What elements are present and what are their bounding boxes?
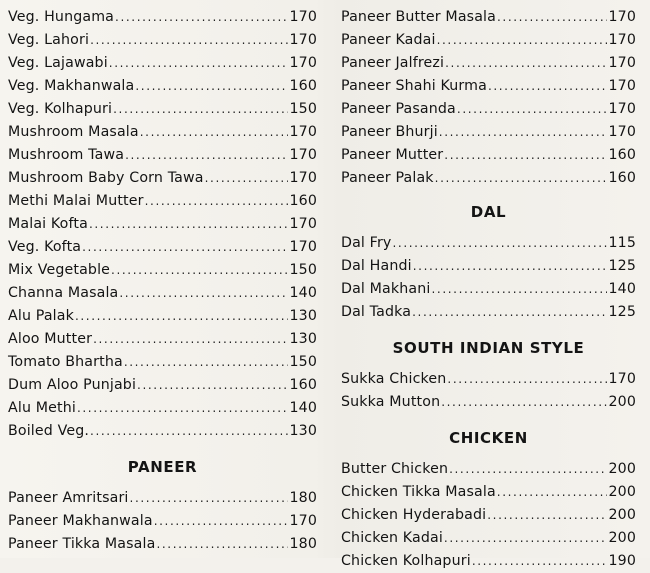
menu-item-price: 200: [608, 394, 636, 410]
dot-leader: [432, 278, 608, 301]
dot-leader: [441, 391, 607, 414]
dot-leader: [444, 527, 608, 550]
menu-item: [341, 527, 636, 550]
menu-item-name: Chicken Kadai: [341, 530, 443, 546]
menu-item-name: Tomato Bhartha: [8, 354, 123, 370]
menu-item-name: Alu Palak: [8, 308, 74, 324]
menu-item-price: 170: [608, 78, 636, 94]
menu-item-price: 170: [289, 32, 317, 48]
dot-leader: [124, 351, 289, 374]
menu-item-name: Alu Methi: [8, 400, 76, 416]
menu-item-price: 200: [608, 507, 636, 523]
menu-item-name: Chicken Kolhapuri: [341, 553, 471, 569]
menu-item-name: Paneer Kadai: [341, 32, 436, 48]
dot-leader: [90, 420, 288, 443]
menu-item-price: 170: [289, 170, 317, 186]
menu-item: [341, 121, 636, 144]
menu-item-name: Dal Fry: [341, 235, 392, 251]
menu-item-name: Boiled Veg.: [8, 423, 90, 439]
menu-item-name: Paneer Amritsari: [8, 490, 129, 506]
dot-leader: [449, 458, 607, 481]
menu-item: [341, 6, 636, 29]
dot-leader: [437, 29, 608, 52]
menu-item-name: Veg. Kofta: [8, 239, 82, 255]
menu-item-price: 170: [289, 216, 317, 232]
menu-item-name: Dal Handi: [341, 258, 412, 274]
dot-leader: [115, 6, 288, 29]
south-indian-item-list: [341, 368, 636, 414]
menu-item: [8, 259, 317, 282]
menu-item-price: 150: [289, 262, 317, 278]
menu-item-price: 140: [608, 281, 636, 297]
menu-item-price: 140: [289, 400, 317, 416]
menu-item-name: Dal Makhani: [341, 281, 431, 297]
menu-item-price: 170: [289, 239, 317, 255]
menu-item-name: Paneer Palak: [341, 170, 434, 186]
menu-item: [8, 75, 317, 98]
section-heading-chicken: CHICKEN: [449, 429, 528, 447]
section-heading-paneer: PANEER: [127, 458, 198, 476]
menu-item-price: 130: [289, 308, 317, 324]
menu-item: [341, 52, 636, 75]
dot-leader: [140, 121, 289, 144]
menu-item-name: Mushroom Tawa: [8, 147, 125, 163]
menu-item: [8, 213, 317, 236]
menu-item-price: 200: [608, 530, 636, 546]
dot-leader: [111, 259, 288, 282]
menu-item-price: 170: [608, 124, 636, 140]
menu-item-price: 170: [608, 101, 636, 117]
section-heading-south-indian: SOUTH INDIAN STYLE: [392, 339, 585, 357]
menu-item: [8, 282, 317, 305]
dot-leader: [109, 52, 289, 75]
menu-item: [8, 190, 317, 213]
dot-leader: [82, 236, 288, 259]
menu-item-name: Paneer Butter Masala: [341, 9, 496, 25]
menu-item-name: Mushroom Baby Corn Tawa: [8, 170, 204, 186]
dot-leader: [145, 190, 289, 213]
dot-leader: [439, 121, 608, 144]
menu-item-price: 170: [608, 371, 636, 387]
menu-item-price: 200: [608, 461, 636, 477]
menu-item-price: 180: [289, 536, 317, 552]
menu-item: [341, 232, 636, 255]
menu-item-name: Methi Malai Mutter: [8, 193, 144, 209]
paneer-item-list: [8, 487, 317, 556]
dot-leader: [125, 144, 288, 167]
dot-leader: [130, 487, 289, 510]
dot-leader: [497, 481, 608, 504]
menu-item: [8, 167, 317, 190]
menu-item-name: Paneer Bhurji: [341, 124, 438, 140]
menu-item: [341, 255, 636, 278]
menu-item-name: Aloo Mutter: [8, 331, 93, 347]
dot-leader: [135, 75, 288, 98]
menu-item: [341, 391, 636, 414]
menu-item: [8, 305, 317, 328]
dot-leader: [113, 98, 288, 121]
menu-item-name: Sukka Chicken: [341, 371, 447, 387]
menu-item: [341, 481, 636, 504]
menu-item-name: Paneer Shahi Kurma: [341, 78, 487, 94]
menu-item-name: Paneer Mutter: [341, 147, 444, 163]
menu-item-name: Mix Vegetable: [8, 262, 111, 278]
menu-item-name: Paneer Jalfrezi: [341, 55, 445, 71]
menu-item: [8, 98, 317, 121]
menu-item-price: 170: [289, 513, 317, 529]
menu-item-price: 130: [289, 331, 317, 347]
menu-item-name: Malai Kofta: [8, 216, 88, 232]
menu-item-price: 150: [289, 354, 317, 370]
chicken-item-list: [341, 458, 636, 573]
menu-item: [8, 374, 317, 397]
menu-item: [341, 144, 636, 167]
menu-column-right: [341, 6, 636, 573]
dot-leader: [75, 305, 289, 328]
menu-item: [341, 301, 636, 324]
paneer-item-list-continued: [341, 6, 636, 190]
menu-column-left: [8, 6, 317, 556]
menu-item-name: Mushroom Masala: [8, 124, 139, 140]
menu-item-name: Paneer Pasanda: [341, 101, 456, 117]
menu-item: [341, 98, 636, 121]
menu-item: [8, 121, 317, 144]
menu-item-name: Veg. Kolhapuri: [8, 101, 113, 117]
dot-leader: [392, 232, 607, 255]
dot-leader: [89, 213, 289, 236]
dot-leader: [412, 301, 607, 324]
dot-leader: [205, 167, 289, 190]
menu-item-name: Veg. Lahori: [8, 32, 90, 48]
menu-item: [341, 458, 636, 481]
menu-item-name: Chicken Hyderabadi: [341, 507, 487, 523]
menu-item-price: 150: [289, 101, 317, 117]
dot-leader: [156, 533, 288, 556]
dot-leader: [444, 144, 607, 167]
dot-leader: [137, 374, 288, 397]
menu-item: [8, 29, 317, 52]
dot-leader: [497, 6, 607, 29]
menu-item: [8, 236, 317, 259]
menu-item: [341, 75, 636, 98]
menu-item-price: 170: [289, 147, 317, 163]
menu-item-price: 160: [608, 147, 636, 163]
menu-item-price: 125: [608, 304, 636, 320]
menu-item: [8, 510, 317, 533]
menu-item-name: Veg. Lajawabi: [8, 55, 108, 71]
menu-item-price: 170: [608, 55, 636, 71]
menu-item-price: 115: [608, 235, 636, 251]
dot-leader: [93, 328, 288, 351]
dot-leader: [488, 75, 608, 98]
menu-item-price: 170: [608, 9, 636, 25]
dot-leader: [119, 282, 288, 305]
menu-item-price: 140: [289, 285, 317, 301]
menu-item-name: Dum Aloo Punjabi: [8, 377, 137, 393]
dal-item-list: [341, 232, 636, 324]
menu-item-price: 160: [289, 193, 317, 209]
menu-item: [341, 278, 636, 301]
menu-item-price: 160: [608, 170, 636, 186]
menu-item-name: Channa Masala: [8, 285, 119, 301]
menu-item-name: Chicken Tikka Masala: [341, 484, 496, 500]
section-heading-dal: DAL: [470, 203, 507, 221]
menu-item-price: 170: [289, 9, 317, 25]
dot-leader: [413, 255, 608, 278]
dot-leader: [90, 29, 288, 52]
dot-leader: [447, 368, 607, 391]
menu-item: [8, 351, 317, 374]
dot-leader: [487, 504, 607, 527]
menu-item: [8, 328, 317, 351]
dot-leader: [77, 397, 289, 420]
menu-item: [8, 6, 317, 29]
dot-leader: [445, 52, 607, 75]
menu-item-price: 180: [289, 490, 317, 506]
menu-item-name: Veg. Hungama: [8, 9, 115, 25]
menu-item-name: Paneer Tikka Masala: [8, 536, 156, 552]
menu-item-name: Dal Tadka: [341, 304, 412, 320]
menu-item: [341, 504, 636, 527]
menu-item: [8, 397, 317, 420]
menu-item-price: 160: [289, 377, 317, 393]
dot-leader: [472, 550, 608, 573]
dot-leader: [457, 98, 608, 121]
menu-item: [8, 420, 317, 443]
menu-item: [341, 167, 636, 190]
menu-item: [341, 550, 636, 573]
dot-leader: [154, 510, 289, 533]
menu-item-name: Butter Chicken: [341, 461, 449, 477]
dot-leader: [435, 167, 608, 190]
menu-item-price: 130: [289, 423, 317, 439]
menu-item: [8, 52, 317, 75]
menu-item-name: Veg. Makhanwala: [8, 78, 135, 94]
menu-item-price: 170: [289, 55, 317, 71]
menu-item-price: 170: [289, 124, 317, 140]
menu-item-price: 160: [289, 78, 317, 94]
menu-item: [8, 144, 317, 167]
menu-item-name: Paneer Makhanwala: [8, 513, 153, 529]
menu-item: [341, 368, 636, 391]
veg-item-list: [8, 6, 317, 443]
menu-item: [8, 533, 317, 556]
menu-item: [341, 29, 636, 52]
menu-item-price: 125: [608, 258, 636, 274]
menu-item-price: 170: [608, 32, 636, 48]
menu-item-name: Sukka Mutton: [341, 394, 441, 410]
menu-item-price: 200: [608, 484, 636, 500]
menu-item-price: 190: [608, 553, 636, 569]
menu-item: [8, 487, 317, 510]
